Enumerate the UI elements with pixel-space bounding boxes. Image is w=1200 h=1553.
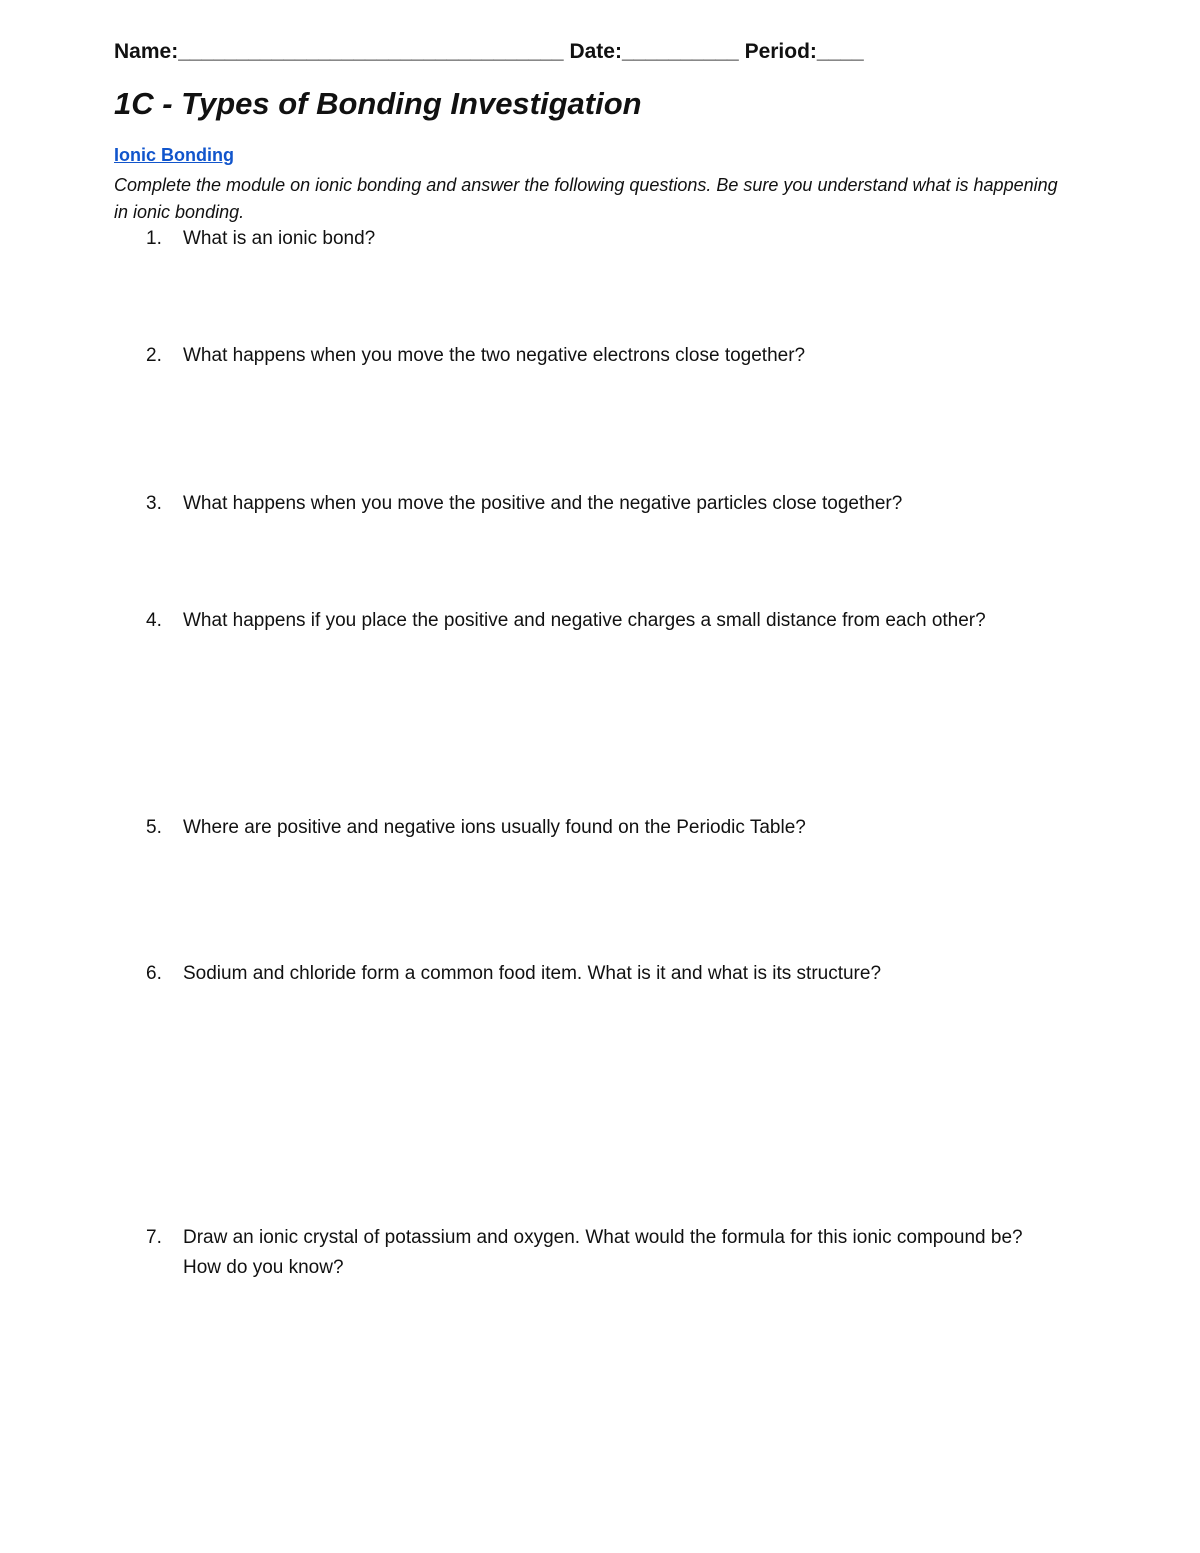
question-number: 3. [146,493,162,514]
question-3 [146,489,1046,519]
question-number: 7. [146,1227,162,1248]
ionic-bonding-link[interactable]: Ionic Bonding [114,145,234,165]
question-text: What is an ionic bond? [183,228,376,249]
question-number: 6. [146,963,162,984]
question-number: 2. [146,345,162,366]
question-number: 5. [146,817,162,838]
question-text: What happens when you move the two negative electrons close together? [183,345,806,366]
header-name-date-period: Name:_________________________________ Date:__________ Period:____ [114,40,864,63]
question-5 [146,813,1046,843]
question-number: 4. [146,610,162,631]
page-title: 1C - Types of Bonding Investigation [114,86,642,121]
instructions-text: Complete the module on ionic bonding and answer the following questions. Be sure you understand what is happening in ionic bonding. [114,175,1058,222]
question-text: Where are positive and negative ions usually found on the Periodic Table? [183,817,806,838]
question-6 [146,959,1046,989]
question-7 [146,1223,1046,1283]
question-text: What happens when you move the positive and the negative particles close together? [183,493,903,514]
question-1 [146,224,1046,254]
question-2 [146,341,1046,371]
question-text: Draw an ionic crystal of potassium and oxygen. What would the formula for this ionic compound be? How do you know? [183,1227,1023,1278]
question-text: Sodium and chloride form a common food item. What is it and what is its structure? [183,963,882,984]
question-4 [146,606,1046,636]
question-text: What happens if you place the positive and negative charges a small distance from each other? [183,610,986,631]
question-number: 1. [146,228,162,249]
